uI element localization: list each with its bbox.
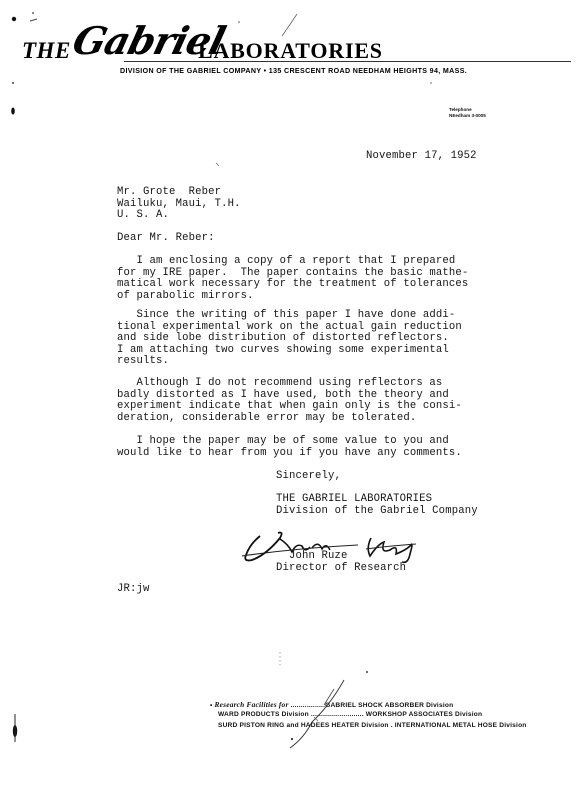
paragraph-line: badly distorted as I have used, both the theory and bbox=[117, 388, 449, 401]
letterhead-address-line: DIVISION OF THE GABRIEL COMPANY • 135 CRESCENT ROAD NEEDHAM HEIGHTS 94, MASS. bbox=[120, 67, 468, 75]
body-paragraph-4 bbox=[117, 436, 462, 459]
company-line: Division of the Gabriel Company bbox=[276, 504, 478, 517]
footer-row-1 bbox=[210, 700, 453, 709]
salutation: Dear Mr. Reber: bbox=[117, 232, 215, 244]
recipient-line: Mr. Grote Reber bbox=[117, 186, 222, 198]
footer-division-left: SURD PISTON RING and HADEES HEATER Division bbox=[218, 722, 389, 729]
recipient-address bbox=[117, 187, 241, 222]
closing: Sincerely, bbox=[276, 470, 342, 482]
footer-label: Research Facilities for bbox=[214, 700, 289, 709]
footer-division-right: INTERNATIONAL METAL HOSE Division bbox=[394, 722, 527, 729]
paragraph-line: of parabolic mirrors. bbox=[117, 289, 254, 302]
paragraph-line: Since the writing of this paper I have done addi- bbox=[117, 309, 456, 321]
letterhead-rule bbox=[124, 61, 571, 62]
telephone-label: Telephone bbox=[449, 107, 472, 112]
footer-leader: .......................... bbox=[308, 711, 366, 718]
signer-title: Director of Research bbox=[276, 562, 407, 574]
footer-bullet: • bbox=[210, 702, 215, 709]
body-paragraph-3 bbox=[117, 378, 462, 424]
signer-name: John Ruze bbox=[289, 550, 348, 562]
paragraph-line: deration, considerable error may be tolerated. bbox=[117, 411, 417, 424]
body-paragraph-1 bbox=[117, 256, 468, 302]
letterhead-the: THE bbox=[22, 38, 71, 63]
paragraph-line: results. bbox=[117, 355, 170, 367]
letterhead-laboratories: LABORATORIES bbox=[198, 38, 383, 63]
recipient-line: Wailuku, Maui, T.H. bbox=[117, 197, 241, 210]
company-line: THE GABRIEL LABORATORIES bbox=[276, 493, 433, 505]
paragraph-line: I hope the paper may be of some value to you and bbox=[117, 435, 449, 447]
paragraph-line: tional experimental work on the actual gain reduction bbox=[117, 320, 462, 333]
paragraph-line: matical work necessary for the treatment of tolerances bbox=[117, 278, 469, 290]
footer-row-3 bbox=[218, 722, 527, 729]
footer-division-left: WARD PRODUCTS Division bbox=[218, 711, 309, 718]
letter-date: November 17, 1952 bbox=[366, 150, 477, 162]
footer-row-2 bbox=[218, 711, 482, 718]
telephone-number: NEedham 3-0005 bbox=[449, 112, 486, 118]
paragraph-line: for my IRE paper. The paper contains the basic mathe- bbox=[117, 266, 469, 279]
typist-initials: JR:jw bbox=[117, 583, 150, 595]
paragraph-line: would like to hear from you if you have any comments. bbox=[117, 446, 462, 459]
paragraph-line: I am attaching two curves showing some experimental bbox=[117, 343, 449, 356]
footer-leader: . bbox=[388, 722, 395, 729]
letterhead-script-name: Gabriel bbox=[68, 18, 230, 63]
footer-leader: ................. bbox=[288, 702, 326, 709]
paragraph-line: experiment indicate that when gain only is the consi- bbox=[117, 400, 462, 412]
footer-division-right: WORKSHOP ASSOCIATES Division bbox=[365, 711, 483, 718]
body-paragraph-2 bbox=[117, 310, 462, 368]
telephone-block bbox=[449, 107, 486, 118]
paragraph-line: I am enclosing a copy of a report that I prepared bbox=[117, 255, 456, 267]
company-signature-block bbox=[276, 494, 478, 517]
footer-division-right: GABRIEL SHOCK ABSORBER Division bbox=[325, 702, 454, 709]
paragraph-line: Although I do not recommend using reflectors as bbox=[117, 377, 443, 389]
recipient-line: U. S. A. bbox=[117, 209, 170, 221]
paragraph-line: and side lobe distribution of distorted reflectors. bbox=[117, 332, 449, 344]
